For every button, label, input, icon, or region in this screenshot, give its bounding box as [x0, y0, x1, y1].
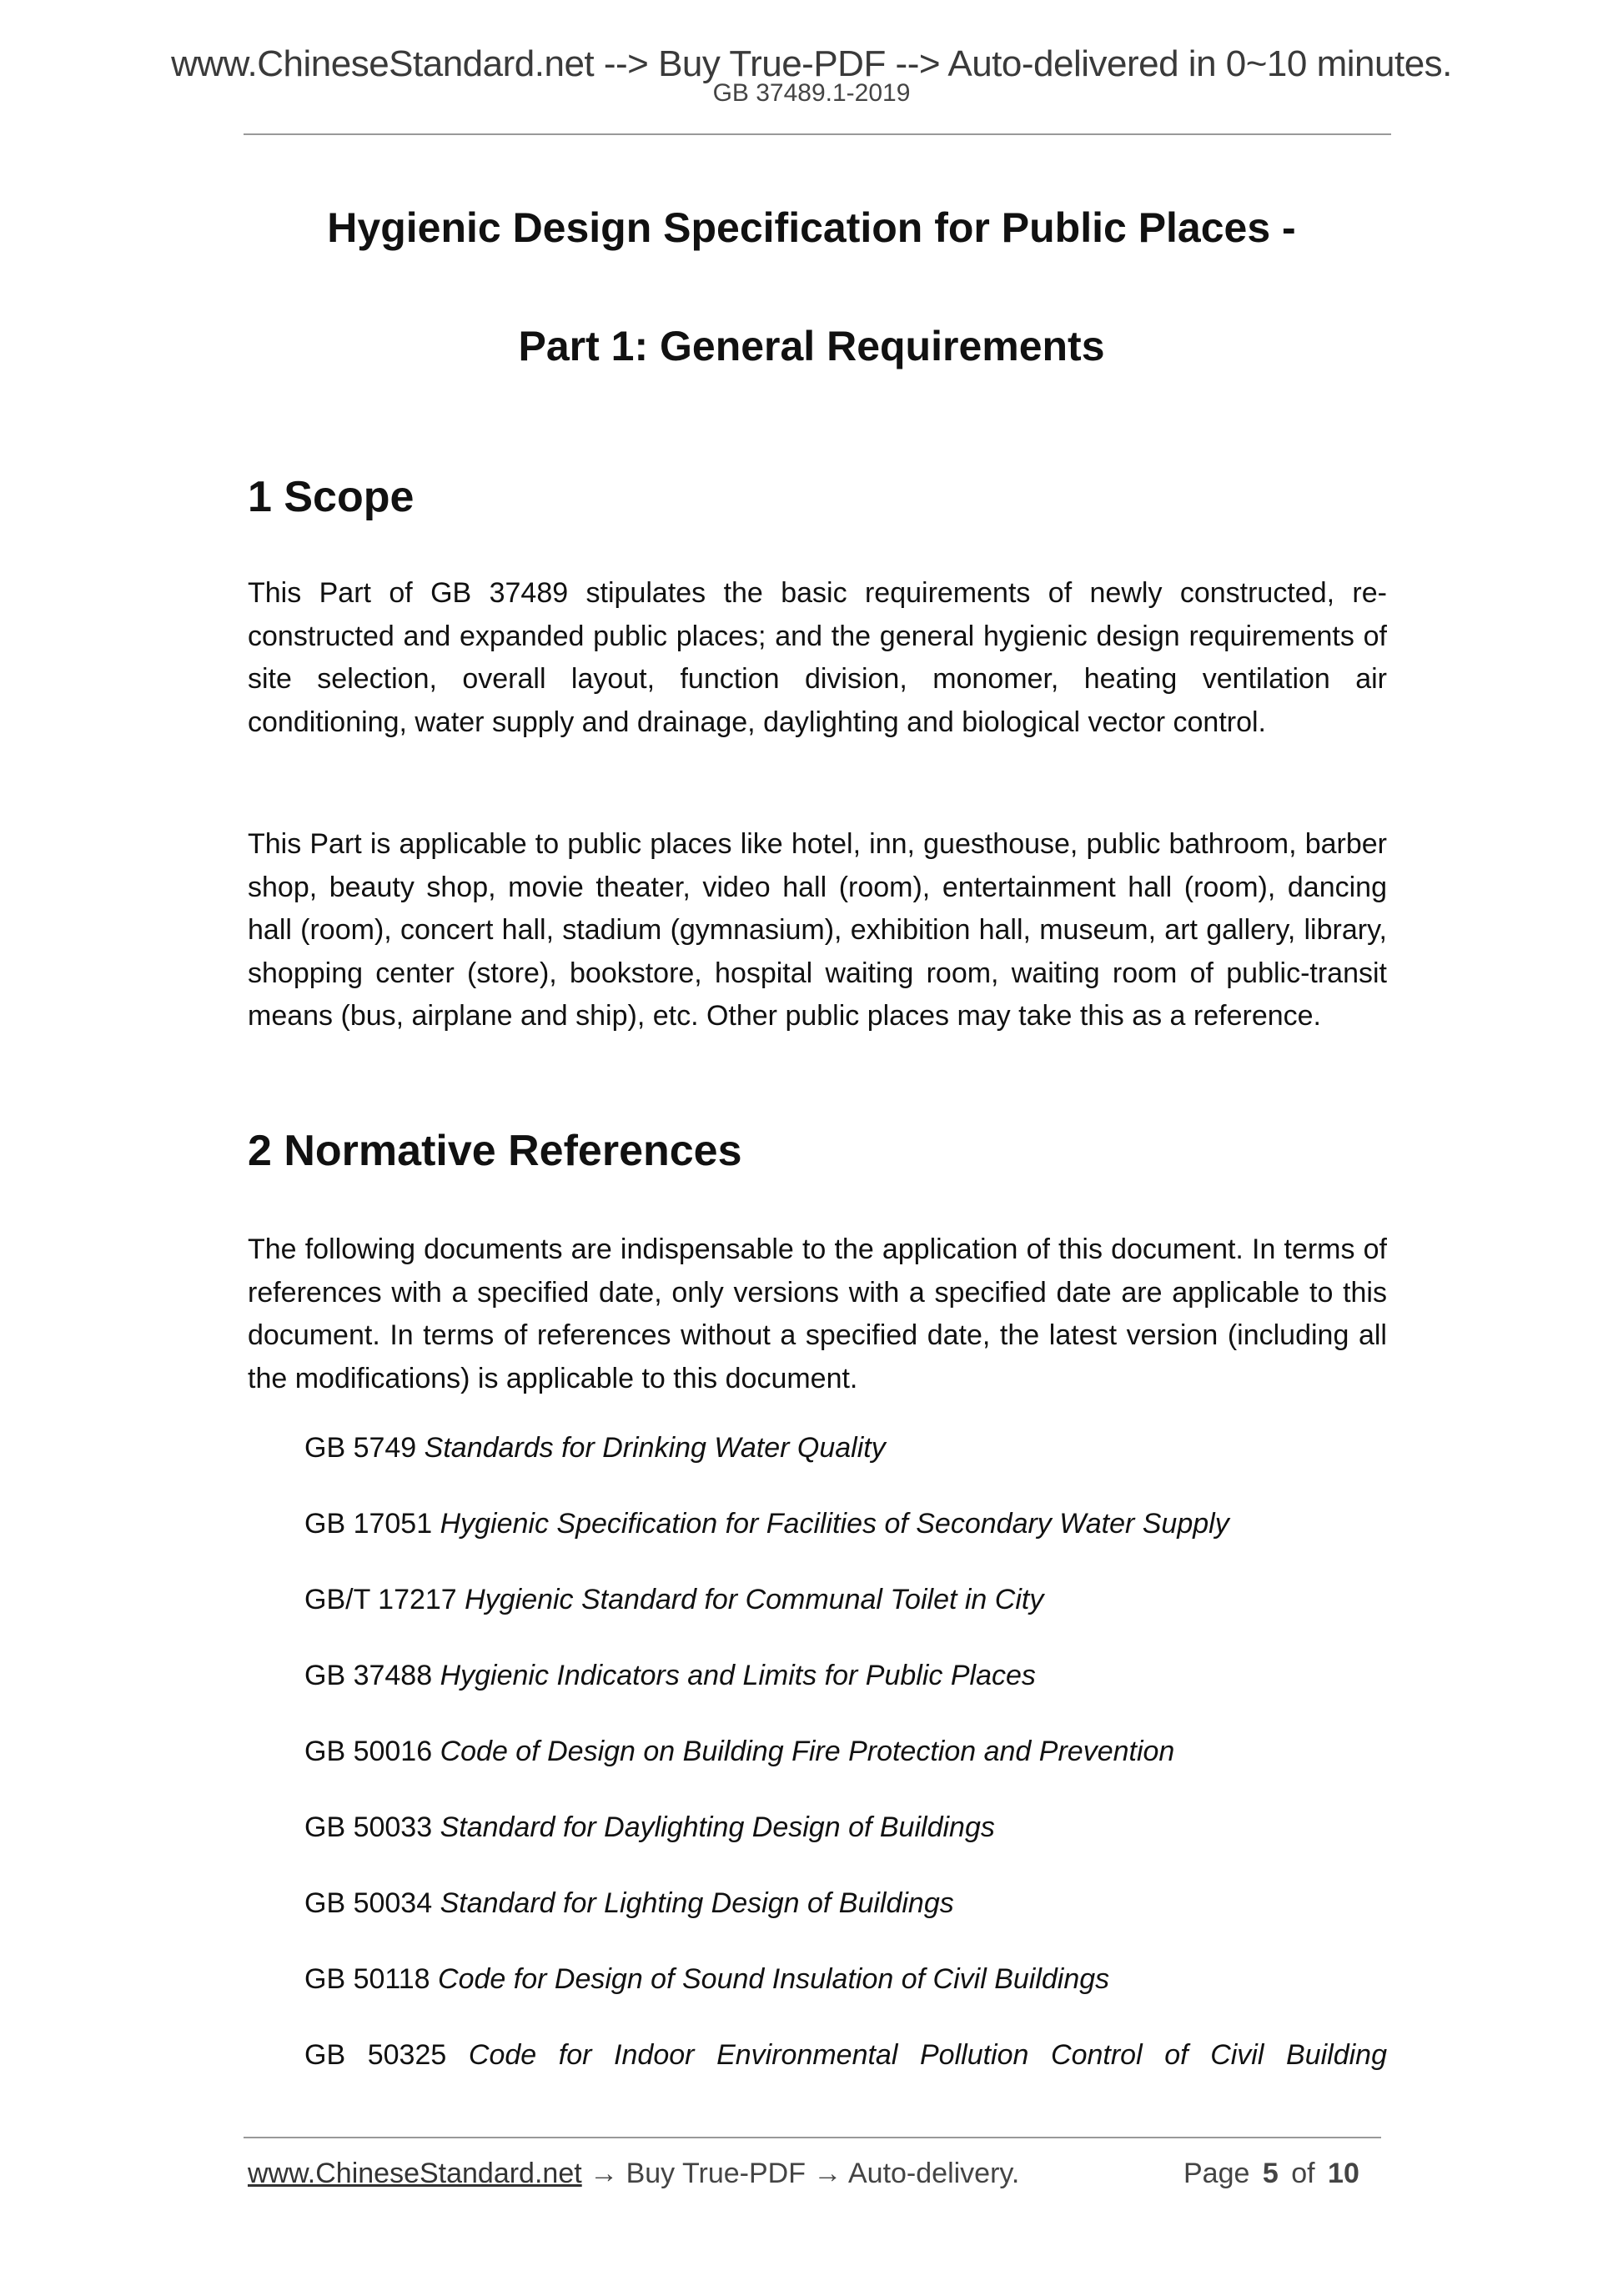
reference-code: GB 17051	[304, 1508, 433, 1540]
reference-item	[304, 1660, 1036, 1692]
header-doc-code: GB 37489.1-2019	[712, 79, 911, 107]
reference-title: Code for Indoor Environmental Pollution Control of Civil Building	[468, 2039, 1387, 2071]
reference-item	[304, 1584, 1043, 1616]
header-banner: www.ChineseStandard.net --> Buy True-PDF --> Auto-delivered in 0~10 minutes.	[171, 43, 1452, 84]
reference-code: GB 50034	[304, 1887, 433, 1919]
section-heading-scope: 1 Scope	[248, 473, 415, 521]
reference-item	[304, 1432, 886, 1465]
footer-text: → Buy True-PDF → Auto-delivery.	[590, 2158, 1020, 2189]
reference-item	[304, 2039, 1387, 2072]
reference-code: GB 50325	[304, 2039, 447, 2071]
document-title-line2: Part 1: General Requirements	[518, 323, 1105, 369]
reference-title: Standard for Lighting Design of Buildings	[440, 1887, 954, 1919]
reference-code: GB 50016	[304, 1736, 433, 1767]
reference-code: GB 50033	[304, 1811, 433, 1843]
section-heading-normative-references: 2 Normative References	[248, 1127, 742, 1175]
scope-paragraph-2: This Part is applicable to public places like hotel, inn, guesthouse, public bathroom, barber shop, beauty shop, movie theater, video hall (room), entertainment hall (room), dancing hall (room), concert hall, stadium (gymnasium), exhibition hall, museum, art gallery, library, shopping center (store), bookstore, hospital waiting room, waiting room of public-transit means (bus, airplane and ship), etc. Other public places may take this as a reference.	[248, 828, 1387, 1032]
page-total: 10	[1328, 2158, 1359, 2189]
page-indicator	[1183, 2158, 1359, 2190]
reference-title: Code of Design on Building Fire Protection and Prevention	[440, 1736, 1175, 1767]
page-number: 5	[1262, 2158, 1279, 2189]
reference-code: GB 37488	[304, 1660, 433, 1691]
reference-item	[304, 1963, 1109, 1996]
reference-item	[304, 1736, 1174, 1768]
reference-title: Hygienic Standard for Communal Toilet in City	[465, 1584, 1044, 1615]
reference-title: Standard for Daylighting Design of Buildings	[440, 1811, 995, 1843]
reference-code: GB/T 17217	[304, 1584, 457, 1615]
reference-item	[304, 1508, 1229, 1540]
page-label: Page	[1183, 2158, 1250, 2189]
reference-title: Code for Design of Sound Insulation of Civil Buildings	[438, 1963, 1110, 1995]
reference-code: GB 50118	[304, 1963, 430, 1995]
reference-title: Hygienic Specification for Facilities of Secondary Water Supply	[440, 1508, 1229, 1540]
footer-left	[248, 2158, 1019, 2190]
reference-code: GB 5749	[304, 1432, 417, 1464]
footer-divider	[244, 2137, 1381, 2138]
document-title-line1: Hygienic Design Specification for Public Places -	[327, 204, 1296, 251]
reference-title: Hygienic Indicators and Limits for Public Places	[440, 1660, 1036, 1691]
normative-references-paragraph: The following documents are indispensable to the application of this document. In terms of references with a specified date, only versions with a specified date are applicable to this document. In terms of references without a specified date, the latest version (including all the modifications) is applicable to this document.	[248, 1233, 1387, 1394]
reference-title: Standards for Drinking Water Quality	[424, 1432, 886, 1464]
footer-website-link[interactable]: www.ChineseStandard.net	[248, 2158, 582, 2189]
reference-item	[304, 1811, 995, 1844]
header-divider	[244, 133, 1391, 135]
reference-item	[304, 1887, 954, 1920]
scope-paragraph-1: This Part of GB 37489 stipulates the basic requirements of newly constructed, re-constructed and expanded public places; and the general hygienic design requirements of site selection, overall layout, function division, monomer, heating ventilation air conditioning, water supply and drainage, daylighting and biological vector control.	[248, 577, 1387, 738]
of-label: of	[1291, 2158, 1315, 2189]
